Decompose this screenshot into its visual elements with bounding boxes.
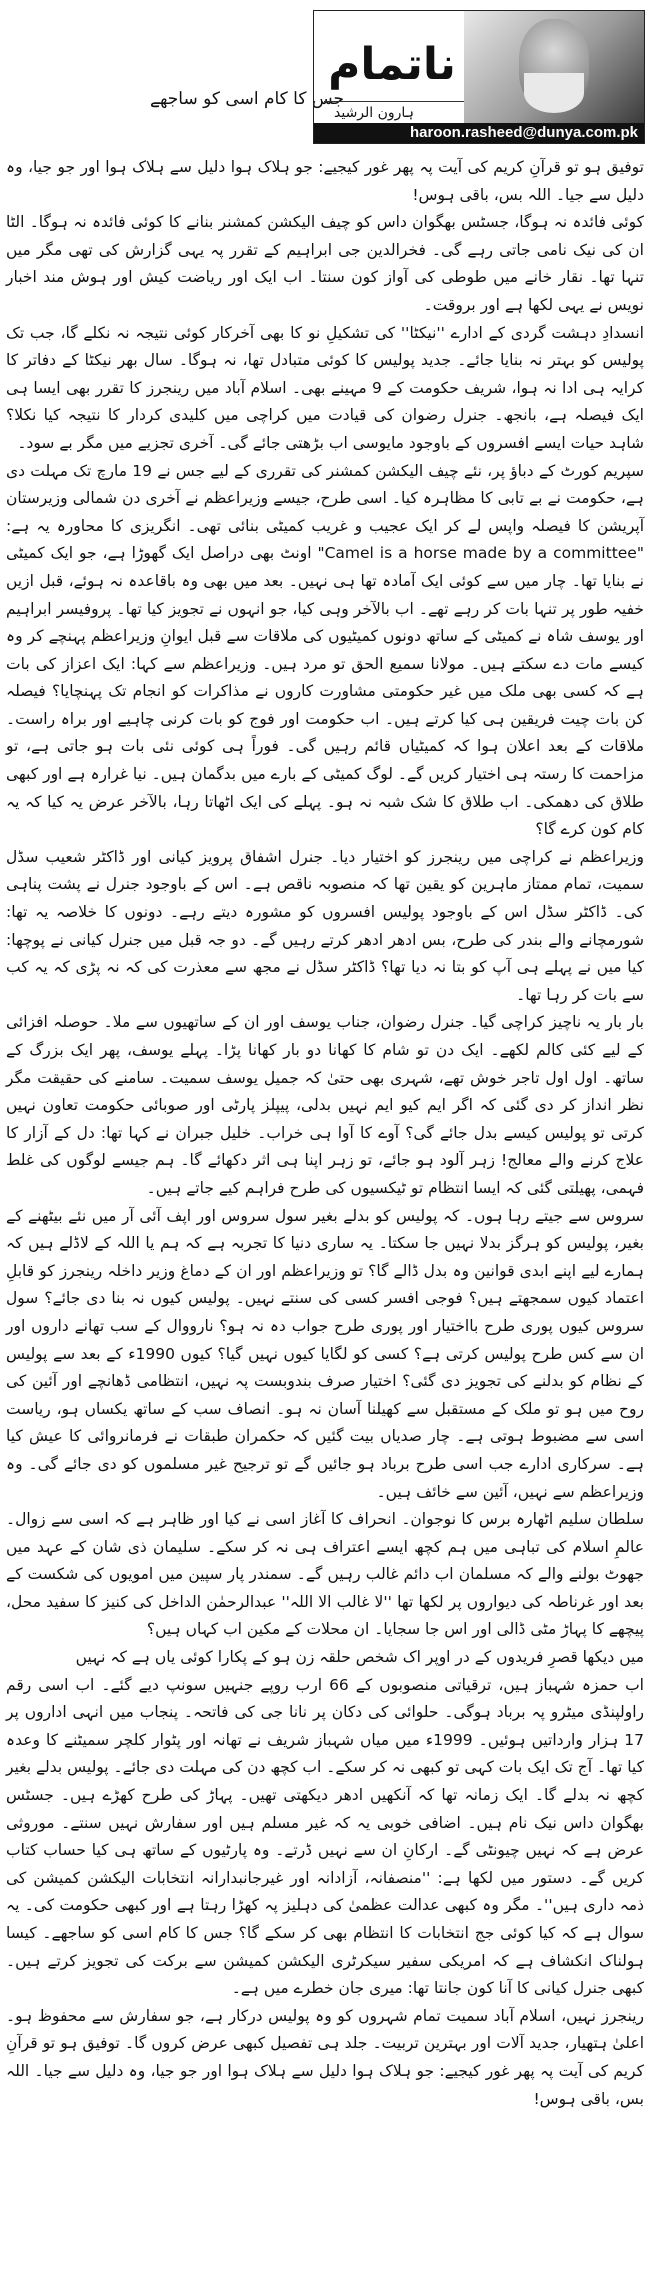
column-brand: ناتمام (328, 39, 456, 90)
article-body (0, 150, 650, 2113)
paragraph: اب حمزہ شہباز ہیں، ترقیاتی منصوبوں کے 66 ارب روپے جنہیں سونپ دیے گئے۔ اب اسی رقم راولپنڈی میٹرو پہ برباد ہوگی۔ حلوائی کی دکان پر نانا جی کی فاتحہ۔ پنجاب میں انہی اداروں پر 17 ہزار وارداتیں ہوئیں۔ 1999ء میں میاں شہباز شریف نے تھانہ اور پٹوار کلچر سمیٹنے کا وعدہ کیا تھا۔ آج تک ایک بات کہی تو کبھی نہ کر سکے۔ اب کچھ دن کی مہلت دی جائے۔ پولیس بدلے بغیر کچھ نہ بدلے گا۔ ایک زمانہ تھا کہ آنکھیں ادھر دیکھتی تھیں۔ پہاڑ کی طرح کھڑے ہیں۔ جسٹس بھگوان داس نیک نام ہیں۔ اضافی خوبی یہ کہ غیر مسلم ہیں اور سفارش نہیں سنتے۔ موروثی عرض ہے کہ نہیں چیونٹی گے۔ ارکانِ ان سے نہیں ڈرتے۔ وہ پارٹیوں کے ساتھ ہی کیا حساب کتاب کریں گے۔ دستور میں لکھا ہے: ''منصفانہ، آزادانہ اور غیرجانبدارانہ انتخابات الیکشن کمیشن کی ذمہ داری ہیں''۔ مگر وہ کبھی عدالت عظمیٰ کی دہلیز پہ کھڑا رہتا ہے اور کبھی حکومت کی۔ یہ سوال ہے کہ کیا کوئی جج انتخابات کا انتظام بھی کر سکے گا؟ جس کا کام اسی کو ساجھے۔ کیسا ہولناک انکشاف ہے کہ امریکی سفیر سیکرٹری الیکشن کمیشن سے برکت کی تجویز کرتے ہیں۔ کبھی جنرل کیانی کا آنا کون جانتا تھا: میری جان خطرے میں ہے۔ (6, 1675, 644, 1998)
paragraph: بار بار یہ ناچیز کراچی گیا۔ جنرل رضوان، جناب یوسف اور ان کے ساتھیوں سے ملا۔ حوصلہ افزائی کے لیے کئی کالم لکھے۔ ایک دن تو شام کا کھانا دو بار کھانا پڑا۔ پہلے یوسف، پھر ایک بزرگ کے ساتھ۔ اول اول تاجر خوش تھے، شہری بھی حتیٰ کہ جمیل یوسف سمیت۔ سامنے کی حقیقت مگر نظر انداز کر دی گئی کہ اگر ایم کیو ایم نہیں بدلی، پیپلز پارٹی اور صوبائی حکومت تعاون نہیں کرتی تو پولیس کیسے بدل جائے گی؟ آوے کا آوا ہی خراب۔ خلیل جبران نے کہا تھا: دل کے آزار کا علاج کرنے والے معالج! زہر آلود ہو جائے، تو زہر اپنا ہی اثر دکھائے گا۔ ہم جیسے لوگوں کی غلط فہمی، پھیلتی گئی کہ ایسا انتظام تو ٹیکسیوں کی طرح فراہم کیے جاتے ہیں۔ (6, 1013, 644, 1197)
article-title: جس کا کام اسی کو ساجھے (150, 89, 345, 109)
author-email[interactable]: haroon.rasheed@dunya.com.pk (314, 123, 644, 143)
divider (324, 101, 464, 102)
paragraph: سپریم کورٹ کے دباؤ پر، نئے چیف الیکشن کمشنر کی تقرری کے لیے جس نے 19 مارچ تک مہلت دی ہے، حکومت نے بے تابی کا مظاہرہ کیا۔ اسی طرح، جیسے وزیراعظم نے آخری دن شمالی وزیرستان آپریشن کا فیصلہ واپس لے کر ایک عجیب و غریب کمیٹی بنائی تھی۔ انگریزی کا محاورہ یہ ہے: "Camel is a horse made by a committee" اونٹ بھی دراصل ایک گھوڑا ہے، جو ایک کمیٹی نے بنایا تھا۔ چار میں سے کوئی ایک آمادہ تھا ہی نہیں۔ بعد میں بھی وہ باقاعدہ نہ ہوئے، قبل ازیں خفیہ طور پر تنہا بات کر رہے تھے۔ اب بالآخر وہی کیا، جو انہوں نے تجویز کیا تھا۔ پروفیسر ابراہیم اور یوسف شاہ نے کمیٹی کے ساتھ دونوں کمیٹیوں کی ملاقات سے قبل ایوانِ وزیراعظم پہنچے کر وہ کیسے مات دے سکتے ہیں۔ مولانا سمیع الحق تو مرد ہیں۔ وزیراعظم سے کہا: ایک اعزاز کی بات ہے کہ کسی بھی ملک میں غیر حکومتی مشاورت کاروں نے مذاکرات کو انجام تک پہنچایا؟ فیصلہ کن بات چیت فریقین ہی کیا کرتے ہیں۔ اب حکومت اور فوج کو بات کرنی چاہیے اور براہ راست۔ ملاقات کے بعد اعلان ہوا کہ کمیٹیاں قائم رہیں گی۔ فوراً ہی کوئی نئی بات ہو جاتی ہے، تو مزاحمت کا رستہ ہی اختیار کریں گے۔ لوگ کمیٹی کے بارے میں بدگمان ہیں۔ نیا غرارہ ہے اور کبھی طلاق کی دھمکی۔ اب طلاق کا شک شبہ نہ ہو۔ پہلے کی ایک اٹھاتا رہا، بالآخر عرض یہ کیا کہ یہ کام کون کرے گا؟ (6, 461, 644, 839)
paragraph: وزیراعظم نے کراچی میں رینجرز کو اختیار دیا۔ جنرل اشفاق پرویز کیانی اور ڈاکٹر شعیب سڈل سمیت، تمام ممتاز ماہرین کو یقین تھا کہ منصوبہ ناقص ہے۔ اس کے باوجود جنرل نے پشت پناہی کی۔ ڈاکٹر سڈل اس کے باوجود پولیس افسروں کو مشورہ دیتے رہے۔ دونوں کا خلاصہ یہ تھا: شورمچانے والے بندر کی طرح، بس ادھر ادھر کرتے رہیں گے۔ دو جہ قبل میں جنرل کیانی نے پوچھا: کیا میں نے پہلے ہی آپ کو بتا نہ دیا تھا؟ ڈاکٹر سڈل نے مجھ سے معذرت کی کہ نہ پڑی کہ یہ کب سے بات کر رہا تھا۔ (6, 847, 644, 1004)
paragraph: انسدادِ دہشت گردی کے ادارے ''نیکٹا'' کی تشکیلِ نو کا بھی آخرکار کوئی نتیجہ نہ نکلے گا، جب تک پولیس کو بہتر نہ بنایا جائے۔ جدید پولیس کا کوئی متبادل تھا، نہ ہوگا۔ سال بھر نیکٹا کے دفاتر کا کرایہ ہی ادا نہ ہوا، شریف حکومت کے 9 مہینے بھی۔ اسلام آباد میں رینجرز کا تقرر بھی ایسا ہی ایک فیصلہ ہے، بانجھ۔ جنرل رضوان کی قیادت میں کراچی میں کلیدی کردار کا نتیجہ کیا نکلا؟ شاہد حیات ایسے افسروں کے باوجود مایوسی اب بڑھتی جائے گی۔ آخری تجزیے میں مگر بے سود۔ (6, 323, 644, 452)
paragraph: توفیق ہو تو قرآنِ کریم کی آیت پہ پھر غور کیجیے: جو ہلاک ہوا دلیل سے ہلاک ہوا اور جو جیا، وہ دلیل سے جیا۔ اللہ بس، باقی ہوس! (6, 158, 644, 204)
columnist-card (313, 10, 645, 144)
author-name: ہارون الرشید (334, 105, 414, 121)
author-photo (464, 11, 644, 123)
poem-verse: میں دیکھا قصرِ فریدوں کے در اوپر اک شخص حلقہ زن ہو کے پکارا کوئی یاں ہے کہ نہیں (75, 1648, 644, 1667)
paragraph: سروس سے جیتے رہا ہوں۔ کہ پولیس کو بدلے بغیر سول سروس اور اپف آئی آر میں نئے بیٹھنے کے بغیر، پولیس کو ہرگز بدلا نہیں جا سکتا۔ یہ ساری دنیا کا تجربہ ہے کہ ہم یا اللہ کے لاڈلے ہیں کہ ہمارے لیے اپنے ابدی قوانین وہ بدل ڈالے گا؟ تو وزیراعظم اور ان کے دماغ وزیر داخلہ رینجرز کو قابلِ اعتماد کیوں سمجھتے ہیں؟ فوجی افسر کسی کی سنتے نہیں۔ پولیس کیوں نہ بنا دی جائے؟ سول سروس کیوں پوری طرح بااختیار اور پوری طرح جواب دہ نہ ہو؟ نارووال کے سب تھانے داروں اور ان سے کس طرح پولیس کرتی ہے؟ کسی کو لگایا کیوں نہیں گیا؟ کیوں 1990ء کے بعد سے پولیس کے نظام کو بدلنے کی تجویز دی گئی؟ اختیار صرف بندوبست پہ نہیں، انتظامی ڈھانچے اور آئین کی روح میں ہو تو ملک کے مستقبل سے کھیلنا آسان نہ ہو۔ انصاف سب کے ساتھ یکساں ہو، ریاست اسی سے مضبوط ہوتی ہے۔ چار صدیاں بیت گئیں کہ حکمران طبقات نے فرمانروائی کا عیش کیا ہے۔ سرکاری ادارے جب اسی طرح برباد ہو جائیں گے تو ترجیح غیر مسلموں کو دی جائے گی۔ وہ وزیراعظم سے نہیں، آئین سے خائف ہیں۔ (6, 1206, 645, 1501)
column-header (0, 0, 650, 150)
paragraph: کوئی فائدہ نہ ہوگا، جسٹس بھگوان داس کو چیف الیکشن کمشنر بنانے کا کوئی فائدہ نہ ہوگا۔ الٹا ان کی نیک نامی جاتی رہے گی۔ فخرالدین جی ابراہیم کے تقرر پہ یہی گزارش کی تھی مگر میں تنہا تھا۔ نقار خانے میں طوطی کی آواز کون سنتا۔ اب ایک اور ریاضت کیش اور ہوش مند اخبار نویس نے یہی لکھا ہے اور بروقت۔ (6, 213, 644, 314)
paragraph: سلطان سلیم اٹھارہ برس کا نوجوان۔ انحراف کا آغاز اسی نے کیا اور ظاہر ہے کہ اسی سے زوال۔ عالمِ اسلام کی تباہی میں ہم کچھ ایسے اعتراف ہی نہ کر سکے۔ سلیمان ذی شان کے عہد میں جھوٹ بولنے والے کہ مسلمان اب دائم غالب رہیں گے۔ سمندر پار سپین میں امویوں کی شکست کے بعد اور غرناطہ کی دیواروں پر لکھا تھا ''لا غالب الا اللہ'' عبدالرحمٰن الداخل کی کنیز کا سفید محل، پیچھے کا پہاڑ مٹی ڈالی اور اس جا سجایا۔ ان محلات کے مکین اب کہاں ہیں؟ (6, 1510, 644, 1639)
paragraph: رینجرز نہیں، اسلام آباد سمیت تمام شہروں کو وہ پولیس درکار ہے، جو سفارش سے محفوظ ہو۔ اعلیٰ ہتھیار، جدید آلات اور بہترین تربیت۔ جلد ہی تفصیل کبھی عرض کروں گا۔ توفیق ہو تو قرآنِ کریم کی آیت پہ پھر غور کیجیے: جو ہلاک ہوا دلیل سے ہلاک ہوا اور جو جیا، وہ دلیل سے جیا۔ اللہ بس، باقی ہوس! (6, 2006, 644, 2108)
